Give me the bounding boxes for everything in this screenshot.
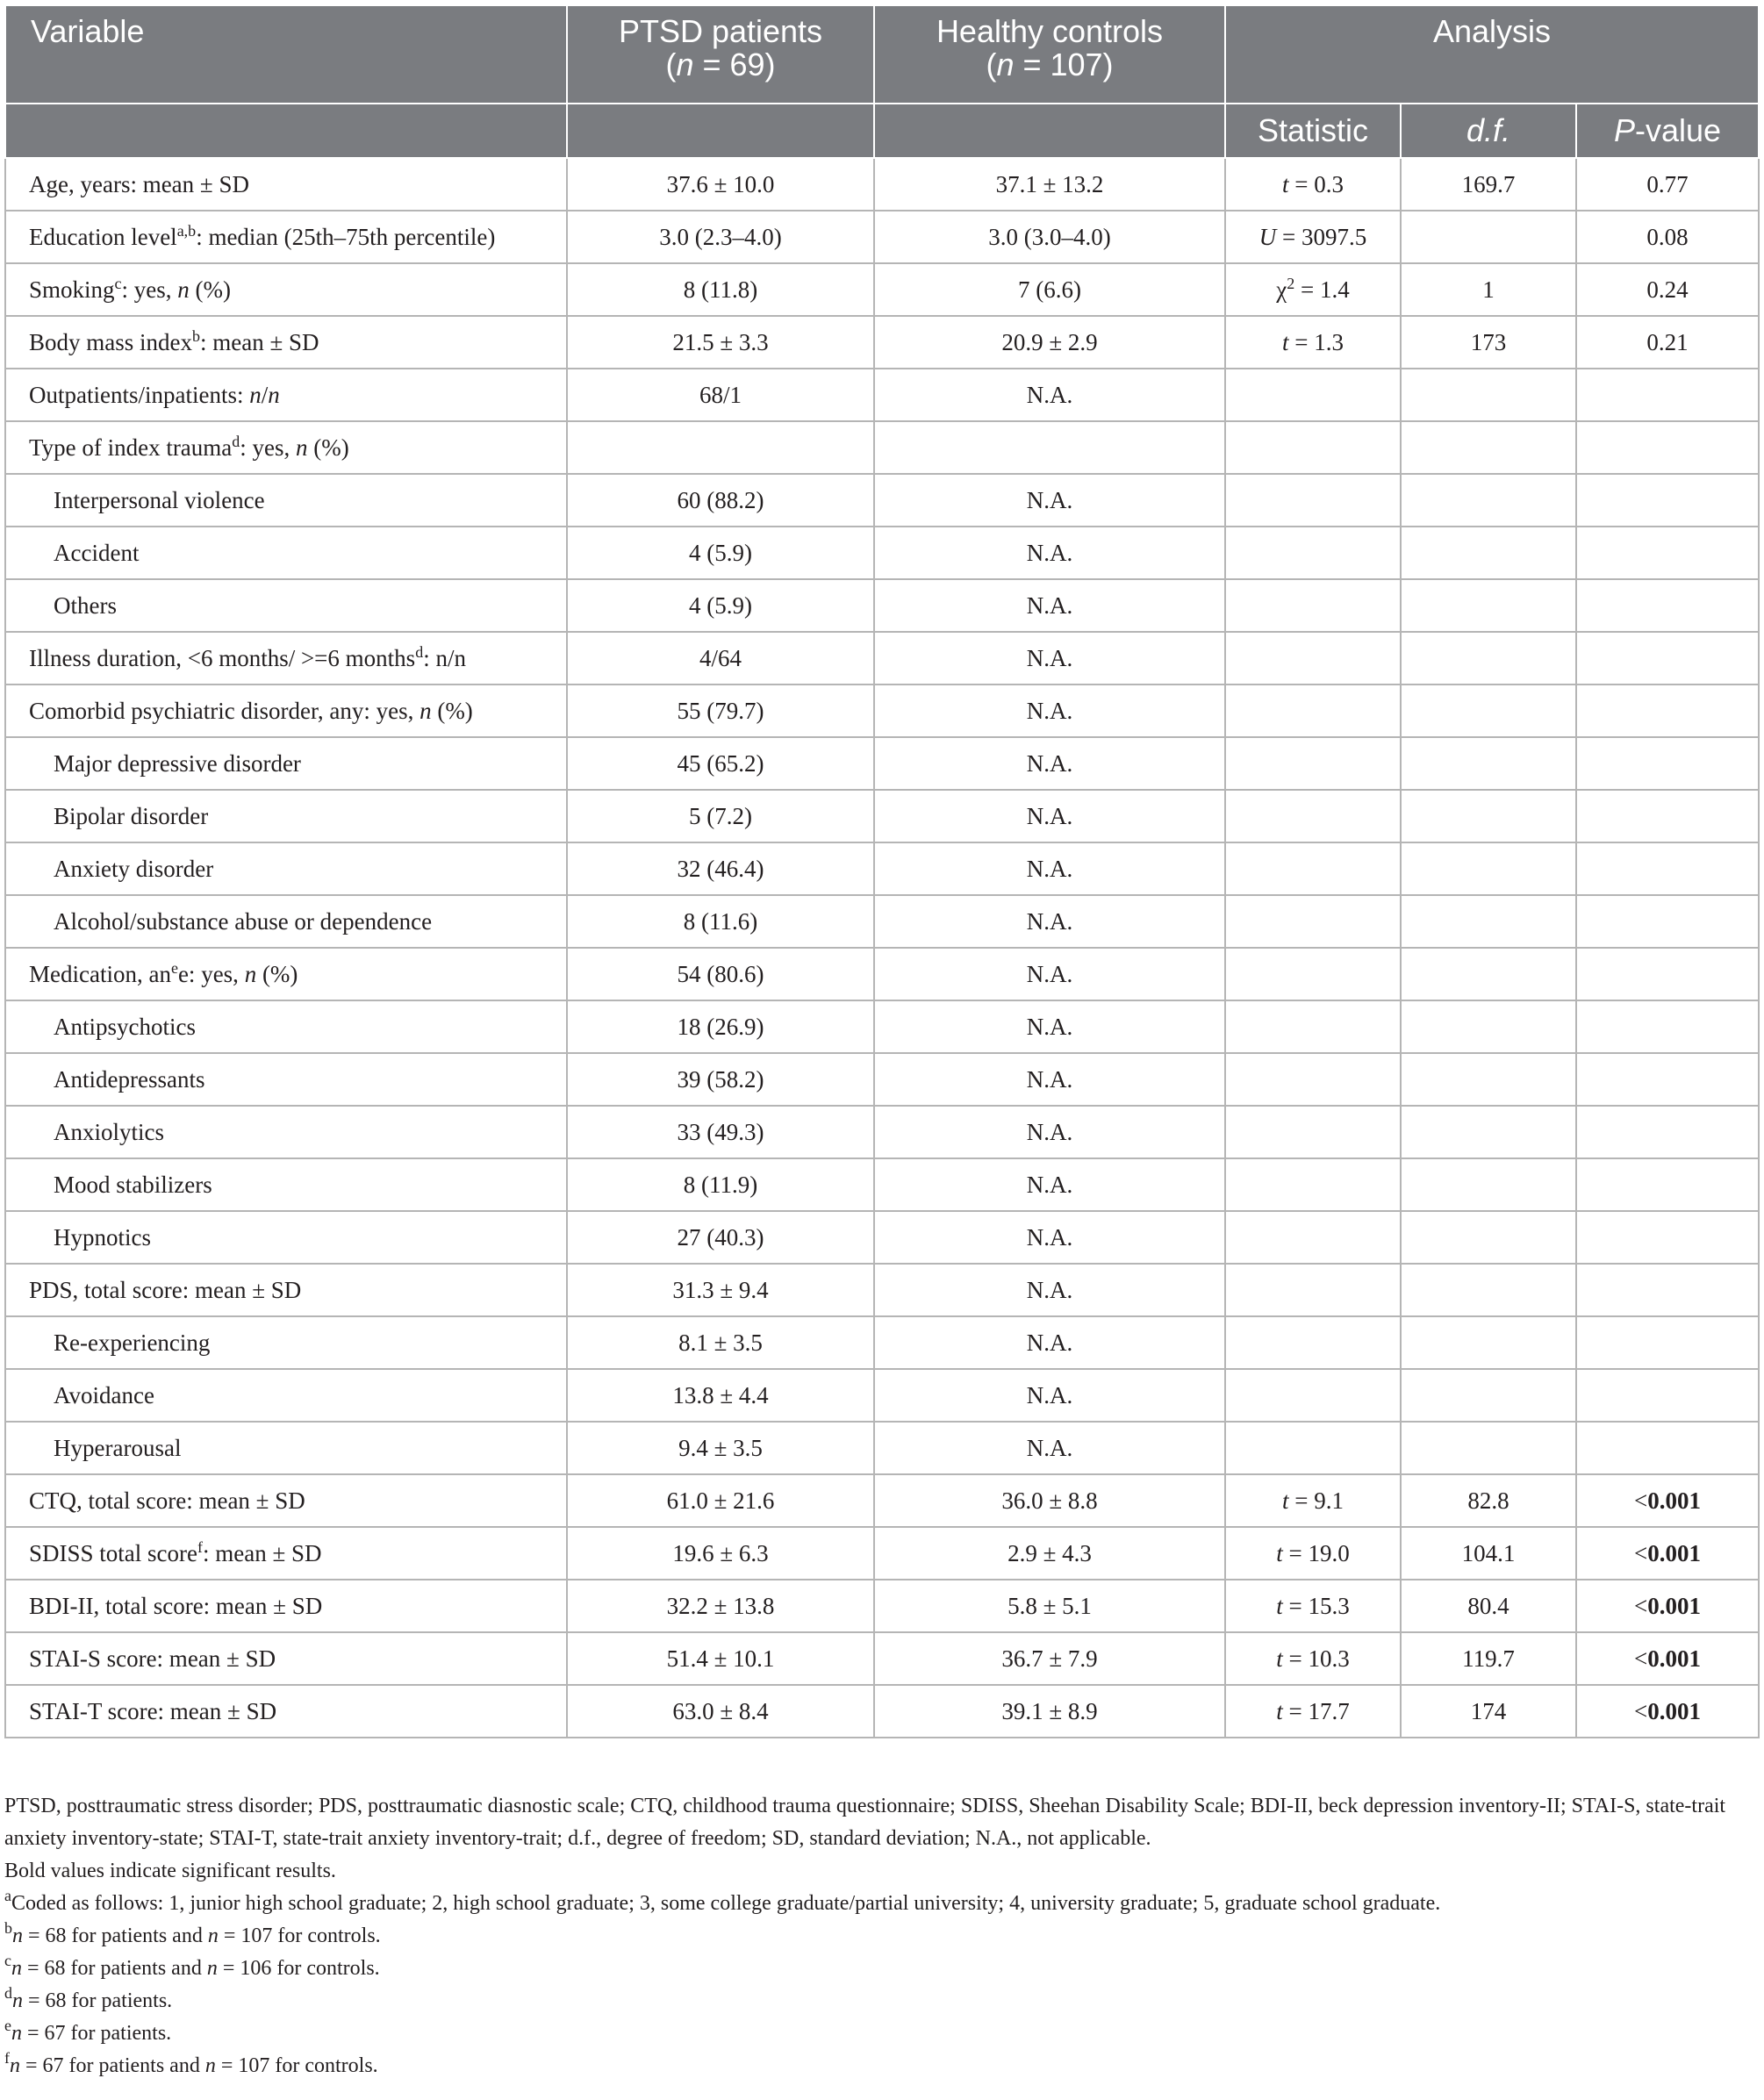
table-row xyxy=(5,790,1759,842)
ptsd-value: 61.0 ± 21.6 xyxy=(567,1474,874,1527)
row-label: PDS, total score: mean ± SD xyxy=(5,1264,567,1316)
table-row xyxy=(5,1158,1759,1211)
statistic-value xyxy=(1225,632,1401,684)
ptsd-value: 55 (79.7) xyxy=(567,684,874,737)
footnote-f: $^f$n = 67 for patients and n = 107 for controls. xyxy=(4,2049,378,2077)
statistic-value xyxy=(1225,1264,1401,1316)
df-value xyxy=(1401,579,1576,632)
p-value xyxy=(1576,421,1759,474)
header-analysis: Analysis xyxy=(1225,5,1759,104)
p-value xyxy=(1576,1053,1759,1106)
footnote-e: $^e$n = 67 for patients. xyxy=(4,2017,172,2045)
table-row xyxy=(5,948,1759,1000)
row-label: Interpersonal violence xyxy=(5,474,567,527)
p-value xyxy=(1576,684,1759,737)
df-value xyxy=(1401,211,1576,263)
statistic-value xyxy=(1225,369,1401,421)
df-value: 174 xyxy=(1401,1685,1576,1738)
row-label: Body mass index$^b$: mean ± SD xyxy=(5,316,567,369)
p-value xyxy=(1576,1000,1759,1053)
ptsd-value: 5 (7.2) xyxy=(567,790,874,842)
ptsd-value: 32.2 ± 13.8 xyxy=(567,1580,874,1632)
row-label: Hypnotics xyxy=(5,1211,567,1264)
statistic-value: t = 1.3 xyxy=(1225,316,1401,369)
table-row xyxy=(5,1211,1759,1264)
table-row xyxy=(5,1000,1759,1053)
ptsd-value: 21.5 ± 3.3 xyxy=(567,316,874,369)
df-value: 104.1 xyxy=(1401,1527,1576,1580)
df-value xyxy=(1401,1316,1576,1369)
controls-value: N.A. xyxy=(874,1053,1225,1106)
header-ptsd xyxy=(567,5,874,104)
statistic-value xyxy=(1225,1369,1401,1422)
controls-value: N.A. xyxy=(874,632,1225,684)
statistic-value xyxy=(1225,948,1401,1000)
controls-value: N.A. xyxy=(874,684,1225,737)
table-row xyxy=(5,895,1759,948)
ptsd-value: 3.0 (2.3–4.0) xyxy=(567,211,874,263)
df-value xyxy=(1401,1000,1576,1053)
table-footnotes xyxy=(4,1790,1758,2082)
row-label: Hyperarousal xyxy=(5,1422,567,1474)
row-label: Antipsychotics xyxy=(5,1000,567,1053)
ptsd-value: 8 (11.8) xyxy=(567,263,874,316)
row-label: Mood stabilizers xyxy=(5,1158,567,1211)
controls-value: 36.7 ± 7.9 xyxy=(874,1632,1225,1685)
p-value xyxy=(1576,1369,1759,1422)
ptsd-value xyxy=(567,421,874,474)
controls-value: 5.8 ± 5.1 xyxy=(874,1580,1225,1632)
p-value xyxy=(1576,790,1759,842)
table-row xyxy=(5,1369,1759,1422)
df-value xyxy=(1401,369,1576,421)
statistic-value xyxy=(1225,1316,1401,1369)
statistic-value: t = 19.0 xyxy=(1225,1527,1401,1580)
p-value xyxy=(1576,579,1759,632)
table-row xyxy=(5,421,1759,474)
statistic-value xyxy=(1225,895,1401,948)
statistic-value xyxy=(1225,842,1401,895)
controls-value: N.A. xyxy=(874,1000,1225,1053)
df-value xyxy=(1401,1264,1576,1316)
controls-value: 36.0 ± 8.8 xyxy=(874,1474,1225,1527)
table-row xyxy=(5,263,1759,316)
table-row xyxy=(5,842,1759,895)
df-value xyxy=(1401,790,1576,842)
table-row xyxy=(5,632,1759,684)
df-value xyxy=(1401,1369,1576,1422)
controls-value: 7 (6.6) xyxy=(874,263,1225,316)
row-label: Accident xyxy=(5,527,567,579)
row-label: Antidepressants xyxy=(5,1053,567,1106)
table-row xyxy=(5,316,1759,369)
row-label: CTQ, total score: mean ± SD xyxy=(5,1474,567,1527)
p-value xyxy=(1576,527,1759,579)
table-row xyxy=(5,1264,1759,1316)
p-value xyxy=(1576,1158,1759,1211)
statistic-value xyxy=(1225,1211,1401,1264)
df-value xyxy=(1401,421,1576,474)
row-label: Others xyxy=(5,579,567,632)
table-row xyxy=(5,1632,1759,1685)
df-value: 173 xyxy=(1401,316,1576,369)
p-value xyxy=(1576,1422,1759,1474)
ptsd-value: 63.0 ± 8.4 xyxy=(567,1685,874,1738)
header-ptsd-title: PTSD patients xyxy=(618,13,823,49)
ptsd-value: 8.1 ± 3.5 xyxy=(567,1316,874,1369)
controls-value: N.A. xyxy=(874,1369,1225,1422)
statistic-value xyxy=(1225,1106,1401,1158)
controls-value: 39.1 ± 8.9 xyxy=(874,1685,1225,1738)
controls-value: N.A. xyxy=(874,1264,1225,1316)
footnote-b: $^b$n = 68 for patients and n = 107 for controls. xyxy=(4,1919,381,1947)
table-container xyxy=(4,4,1758,1738)
footnote-abbreviations: PTSD, posttraumatic stress disorder; PDS, posttraumatic diasnostic scale; CTQ, childhood trauma questionnaire; SDISS, Sheehan Disability Scale; BDI-II, beck depression inventory-II; STAI-S, state-trait anxiety inventory-state; STAI-T, state-trait anxiety inventory-trait; d.f., degree of freedom; SD, standard deviation; N.A., not applicable. xyxy=(4,1795,1726,1850)
statistic-value: $\chi^2 = 1.4$ xyxy=(1225,263,1401,316)
ptsd-value: 27 (40.3) xyxy=(567,1211,874,1264)
ptsd-value: 60 (88.2) xyxy=(567,474,874,527)
statistic-value xyxy=(1225,737,1401,790)
table-row xyxy=(5,1422,1759,1474)
footnote-d: $^d$n = 68 for patients. xyxy=(4,1984,173,2012)
row-label: SDISS total score$^f$: mean ± SD xyxy=(5,1527,567,1580)
table-row xyxy=(5,474,1759,527)
controls-value: N.A. xyxy=(874,790,1225,842)
controls-value: 2.9 ± 4.3 xyxy=(874,1527,1225,1580)
p-value xyxy=(1576,948,1759,1000)
df-value: 82.8 xyxy=(1401,1474,1576,1527)
df-value xyxy=(1401,684,1576,737)
controls-value: N.A. xyxy=(874,1158,1225,1211)
ptsd-value: 68/1 xyxy=(567,369,874,421)
df-value xyxy=(1401,842,1576,895)
table-row xyxy=(5,1527,1759,1580)
table-row xyxy=(5,1685,1759,1738)
table-row xyxy=(5,527,1759,579)
controls-value: N.A. xyxy=(874,474,1225,527)
header-statistic: Statistic xyxy=(1225,104,1401,158)
controls-value xyxy=(874,421,1225,474)
row-label: Avoidance xyxy=(5,1369,567,1422)
table-row xyxy=(5,684,1759,737)
row-label: Comorbid psychiatric disorder, any: yes, n (%) xyxy=(5,684,567,737)
statistic-value: t = 17.7 xyxy=(1225,1685,1401,1738)
controls-value: N.A. xyxy=(874,1106,1225,1158)
footnote-c: $^c$n = 68 for patients and n = 106 for controls. xyxy=(4,1952,380,1980)
controls-value: N.A. xyxy=(874,1316,1225,1369)
df-value: 1 xyxy=(1401,263,1576,316)
row-label: Type of index trauma$^d$: yes, n (%) xyxy=(5,421,567,474)
header-df: d.f. xyxy=(1401,104,1576,158)
ptsd-value: 37.6 ± 10.0 xyxy=(567,158,874,211)
table-row xyxy=(5,1106,1759,1158)
p-value: 0.24 xyxy=(1576,263,1759,316)
df-value: 119.7 xyxy=(1401,1632,1576,1685)
table-row xyxy=(5,1474,1759,1527)
table-row xyxy=(5,369,1759,421)
ptsd-value: 33 (49.3) xyxy=(567,1106,874,1158)
df-value xyxy=(1401,737,1576,790)
df-value xyxy=(1401,632,1576,684)
controls-value: N.A. xyxy=(874,369,1225,421)
df-value xyxy=(1401,527,1576,579)
header-controls-n: (n = 107) xyxy=(986,47,1114,82)
p-value: 0.21 xyxy=(1576,316,1759,369)
ptsd-value: 8 (11.6) xyxy=(567,895,874,948)
header-variable: Variable xyxy=(5,5,567,104)
table-row xyxy=(5,158,1759,211)
p-value xyxy=(1576,895,1759,948)
controls-value: N.A. xyxy=(874,842,1225,895)
table-row xyxy=(5,579,1759,632)
controls-value: N.A. xyxy=(874,737,1225,790)
p-value: <0.001 xyxy=(1576,1527,1759,1580)
controls-value: N.A. xyxy=(874,527,1225,579)
ptsd-value: 9.4 ± 3.5 xyxy=(567,1422,874,1474)
p-value xyxy=(1576,842,1759,895)
ptsd-value: 4 (5.9) xyxy=(567,579,874,632)
p-value xyxy=(1576,632,1759,684)
p-value xyxy=(1576,1264,1759,1316)
statistic-value xyxy=(1225,579,1401,632)
row-label: Bipolar disorder xyxy=(5,790,567,842)
header-controls xyxy=(874,5,1225,104)
row-label: Illness duration, <6 months/ >=6 months$^d$: n/n xyxy=(5,632,567,684)
row-label: Outpatients/inpatients: n/n xyxy=(5,369,567,421)
ptsd-value: 4/64 xyxy=(567,632,874,684)
controls-value: 37.1 ± 13.2 xyxy=(874,158,1225,211)
statistic-value: t = 9.1 xyxy=(1225,1474,1401,1527)
ptsd-value: 54 (80.6) xyxy=(567,948,874,1000)
statistic-value xyxy=(1225,790,1401,842)
row-label: Anxiolytics xyxy=(5,1106,567,1158)
ptsd-value: 45 (65.2) xyxy=(567,737,874,790)
p-value xyxy=(1576,1316,1759,1369)
table-row xyxy=(5,1316,1759,1369)
header-blank-2 xyxy=(567,104,874,158)
p-value xyxy=(1576,737,1759,790)
row-label: STAI-S score: mean ± SD xyxy=(5,1632,567,1685)
statistic-value: t = 15.3 xyxy=(1225,1580,1401,1632)
df-value xyxy=(1401,895,1576,948)
row-label: Education level$^{a,b}$: median (25th–75th percentile) xyxy=(5,211,567,263)
header-pvalue: P-value xyxy=(1576,104,1759,158)
p-value: <0.001 xyxy=(1576,1685,1759,1738)
table-row xyxy=(5,211,1759,263)
df-value xyxy=(1401,1158,1576,1211)
statistic-value: t = 10.3 xyxy=(1225,1632,1401,1685)
controls-value: N.A. xyxy=(874,948,1225,1000)
ptsd-value: 19.6 ± 6.3 xyxy=(567,1527,874,1580)
p-value: 0.77 xyxy=(1576,158,1759,211)
df-value xyxy=(1401,1053,1576,1106)
row-label: Medication, $an^ee$: yes, n (%) xyxy=(5,948,567,1000)
row-label: Major depressive disorder xyxy=(5,737,567,790)
statistic-value xyxy=(1225,684,1401,737)
statistic-value xyxy=(1225,474,1401,527)
ptsd-value: 32 (46.4) xyxy=(567,842,874,895)
table-row xyxy=(5,1580,1759,1632)
p-value: <0.001 xyxy=(1576,1474,1759,1527)
controls-value: N.A. xyxy=(874,895,1225,948)
row-label: BDI-II, total score: mean ± SD xyxy=(5,1580,567,1632)
header-ptsd-n: (n = 69) xyxy=(665,47,776,82)
footnote-bold: Bold values indicate significant results. xyxy=(4,1860,336,1882)
df-value: 169.7 xyxy=(1401,158,1576,211)
table-row xyxy=(5,737,1759,790)
p-value: <0.001 xyxy=(1576,1580,1759,1632)
ptsd-value: 51.4 ± 10.1 xyxy=(567,1632,874,1685)
p-value xyxy=(1576,369,1759,421)
ptsd-value: 4 (5.9) xyxy=(567,527,874,579)
controls-value: N.A. xyxy=(874,1422,1225,1474)
df-value xyxy=(1401,1422,1576,1474)
demographics-table xyxy=(4,4,1760,1738)
statistic-value: t = 0.3 xyxy=(1225,158,1401,211)
df-value xyxy=(1401,1211,1576,1264)
table-row xyxy=(5,1053,1759,1106)
p-value xyxy=(1576,474,1759,527)
header-blank-3 xyxy=(874,104,1225,158)
df-value xyxy=(1401,948,1576,1000)
controls-value: 3.0 (3.0–4.0) xyxy=(874,211,1225,263)
p-value: <0.001 xyxy=(1576,1632,1759,1685)
statistic-value xyxy=(1225,1422,1401,1474)
row-label: Smoking$^c$: yes, n (%) xyxy=(5,263,567,316)
row-label: Alcohol/substance abuse or dependence xyxy=(5,895,567,948)
row-label: Anxiety disorder xyxy=(5,842,567,895)
statistic-value xyxy=(1225,421,1401,474)
row-label: STAI-T score: mean ± SD xyxy=(5,1685,567,1738)
ptsd-value: 31.3 ± 9.4 xyxy=(567,1264,874,1316)
row-label: Re-experiencing xyxy=(5,1316,567,1369)
ptsd-value: 13.8 ± 4.4 xyxy=(567,1369,874,1422)
statistic-value: U = 3097.5 xyxy=(1225,211,1401,263)
p-value: 0.08 xyxy=(1576,211,1759,263)
ptsd-value: 18 (26.9) xyxy=(567,1000,874,1053)
controls-value: N.A. xyxy=(874,579,1225,632)
statistic-value xyxy=(1225,527,1401,579)
p-value xyxy=(1576,1211,1759,1264)
statistic-value xyxy=(1225,1158,1401,1211)
p-value xyxy=(1576,1106,1759,1158)
footnote-a: $^a$Coded as follows: 1, junior high school graduate; 2, high school graduate; 3, some college graduate/partial university; 4, university graduate; 5, graduate school graduate. xyxy=(4,1887,1441,1915)
df-value xyxy=(1401,1106,1576,1158)
ptsd-value: 39 (58.2) xyxy=(567,1053,874,1106)
row-label: Age, years: mean ± SD xyxy=(5,158,567,211)
df-value xyxy=(1401,474,1576,527)
controls-value: 20.9 ± 2.9 xyxy=(874,316,1225,369)
header-blank-1 xyxy=(5,104,567,158)
statistic-value xyxy=(1225,1000,1401,1053)
header-controls-title: Healthy controls xyxy=(936,13,1164,49)
df-value: 80.4 xyxy=(1401,1580,1576,1632)
controls-value: N.A. xyxy=(874,1211,1225,1264)
ptsd-value: 8 (11.9) xyxy=(567,1158,874,1211)
statistic-value xyxy=(1225,1053,1401,1106)
